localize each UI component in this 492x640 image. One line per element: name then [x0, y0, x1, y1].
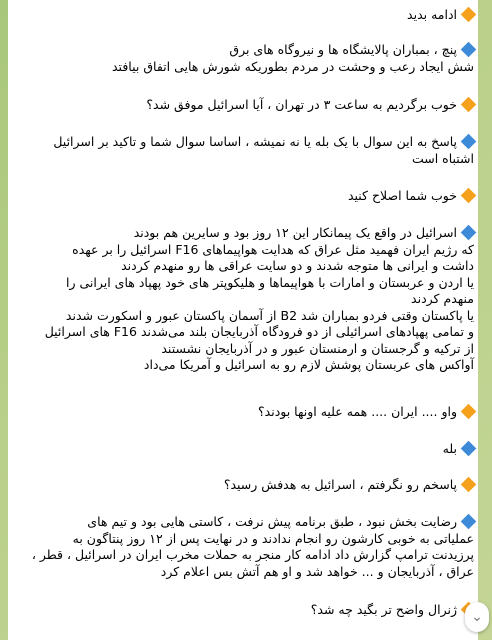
- orange-diamond-icon: [461, 7, 477, 23]
- message-text: واو .... ایران .... همه علیه اونها بودند؟: [258, 404, 457, 419]
- message-orange: [224, 477, 474, 494]
- message-text: منهدم کردند: [411, 291, 474, 306]
- blue-diamond-icon: [461, 441, 477, 457]
- blue-diamond-icon: [461, 42, 477, 58]
- message-text: پاسخم رو نگرفتم ، اسرائیل به هدفش رسید؟: [223, 477, 457, 492]
- message-text: عملیاتی به خوبی کارشون رو انجام ندادند و در نهایت پس از ۱۲ روز پنتاگون به: [72, 530, 474, 546]
- message-orange: [258, 404, 474, 421]
- message-text: عراق ، آذربایجان و ... خواهد شد و او هم آتش بس اعلام کرد: [160, 563, 474, 579]
- message-text: که رژیم ایران فهمید مثل عراق که هدایت هواپیماهای F16 اسرائیل را بر عهده: [72, 241, 474, 257]
- orange-diamond-icon: [461, 477, 477, 493]
- message-text: پرزیدنت ترامپ گزارش داد ادامه کار منجر به حملات مخرب ایران در اسرائیل ، قطر ،: [31, 547, 474, 562]
- message-text: ادامه بدید: [407, 7, 457, 22]
- message-orange: [146, 97, 474, 114]
- message-text: پنچ ، بمباران پالایشگاه ها و نیروگاه های برق: [229, 42, 457, 57]
- message-orange: [311, 602, 474, 619]
- message-text: خوب شما اصلاح کنید: [347, 188, 457, 203]
- message-text: و تمامی پهپادهای اسرائیلی از دو فرودگاه آذربایجان بلند می‌شدند F16 های اسرائیل: [44, 324, 474, 339]
- message-text: داشت و ایرانی ها متوجه شدند و دو سایت عراقی ها رو منهدم کردند: [121, 258, 474, 273]
- message-text: رضایت بخش نبود ، طبق برنامه پیش نرفت ، کاستی هایی بود و تیم های: [87, 514, 457, 529]
- orange-diamond-icon: [461, 97, 477, 113]
- orange-diamond-icon: [461, 404, 477, 420]
- message-text: بله: [442, 441, 457, 456]
- message-text: یا اردن و عربستان و امارات با هواپیماها و هلیکوپتر های خود پهپاد های ایرانی را: [66, 274, 474, 290]
- message-blue: [112, 42, 474, 75]
- message-text: اشتباه است: [411, 150, 474, 166]
- message-text: از ترکیه و گرجستان و ارمنستان عبور و در آذربایجان نشستند: [161, 340, 474, 356]
- message-orange: [348, 188, 474, 205]
- message-blue: [53, 134, 474, 167]
- message-text: آواکس های عربستان پوشش لازم رو به اسرائیل و آمریکا می‌داد: [143, 357, 474, 372]
- orange-diamond-icon: [461, 188, 477, 204]
- chevron-down-icon: ⌄: [471, 609, 483, 625]
- message-text: پاسخ به این سوال با یک بله یا نه نمیشه ، اساسا سوال شما و تاکید بر اسرائیل: [53, 134, 457, 149]
- message-text: یا پاکستان وقتی فردو بمباران شد B2 از آسمان پاکستان عبور و اسکورت شدند: [65, 307, 474, 323]
- blue-diamond-icon: [461, 225, 477, 241]
- message-text: ژنرال واضح تر بگید چه شد؟: [310, 602, 457, 617]
- message-orange: [407, 7, 474, 24]
- message-blue: [32, 514, 474, 580]
- message-blue: [45, 225, 474, 374]
- blue-diamond-icon: [461, 514, 477, 530]
- scroll-down-button[interactable]: [465, 602, 489, 632]
- message-text: اسرائیل در واقع یک پیمانکار این ۱۲ روز بود و سایرین هم بودند: [133, 225, 457, 240]
- message-text: شش ایجاد رعب و وحشت در مردم بطوریکه شورش هایی اتفاق بیافتد: [112, 58, 474, 74]
- message-blue: [443, 441, 474, 458]
- blue-diamond-icon: [461, 134, 477, 150]
- message-text: خوب برگردیم به ساعت ۳ در تهران ، آیا اسرائیل موفق شد؟: [146, 97, 457, 112]
